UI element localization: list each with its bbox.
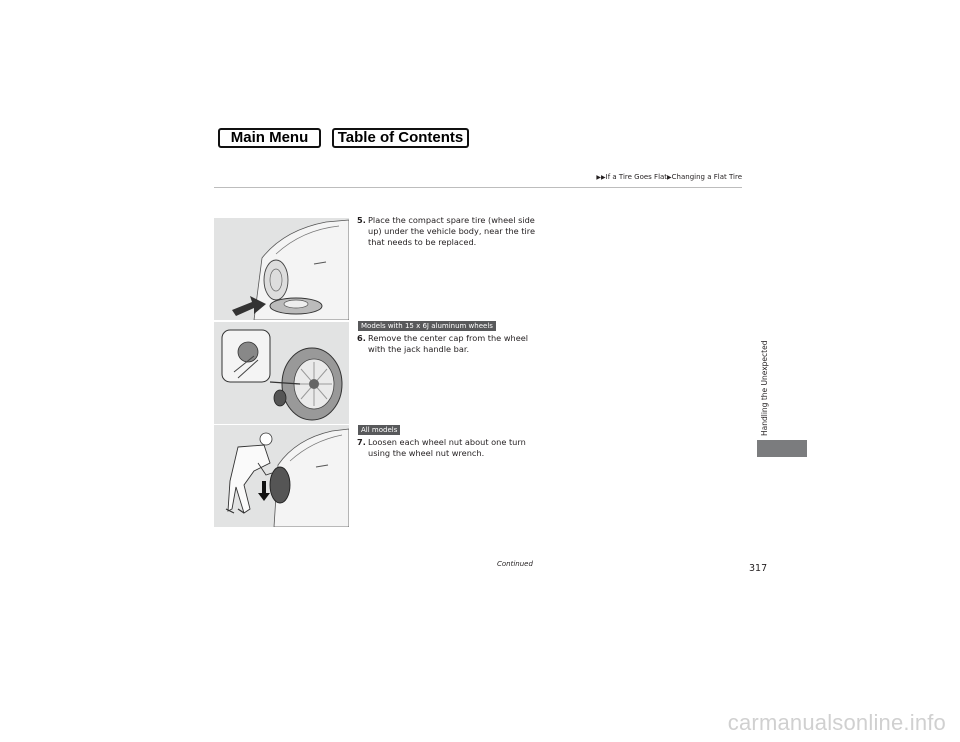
step-7 <box>357 437 547 459</box>
model-tag-aluminum: Models with 15 x 6J aluminum wheels <box>358 321 496 331</box>
chapter-tab[interactable] <box>757 440 807 457</box>
center-cap-removal-illustration <box>214 322 349 424</box>
spare-tire-placement-illustration <box>214 218 349 320</box>
step-6 <box>357 333 547 355</box>
breadcrumb-item-flat[interactable]: If a Tire Goes Flat <box>605 173 668 181</box>
chapter-side-label-text: Handling the Unexpected <box>760 340 769 436</box>
step-text: Place the compact spare tire (wheel side up) under the vehicle body, near the tire that needs to be replaced. <box>368 215 535 247</box>
breadcrumb <box>596 173 742 181</box>
step-number: 6. <box>357 333 366 343</box>
chapter-side-label <box>760 340 770 436</box>
breadcrumb-item-changing[interactable]: Changing a Flat Tire <box>671 173 742 181</box>
step-5 <box>357 215 547 248</box>
continued-label: Continued <box>497 560 533 568</box>
breadcrumb-arrow-icon: ▶ <box>667 174 672 181</box>
main-menu-button[interactable]: Main Menu <box>218 128 321 148</box>
step-number: 7. <box>357 437 366 447</box>
page-number: 317 <box>749 563 768 574</box>
step-text: Remove the center cap from the wheel with the jack handle bar. <box>368 333 529 354</box>
header-divider <box>214 187 742 188</box>
step-text: Loosen each wheel nut about one turn using the wheel nut wrench. <box>368 437 526 458</box>
watermark: carmanualsonline.info <box>727 710 946 735</box>
table-of-contents-button[interactable]: Table of Contents <box>332 128 469 148</box>
step-number: 5. <box>357 215 366 225</box>
model-tag-all: All models <box>358 425 400 435</box>
breadcrumb-arrow-icon: ▶▶ <box>596 174 606 181</box>
loosen-wheel-nuts-illustration <box>214 425 349 527</box>
